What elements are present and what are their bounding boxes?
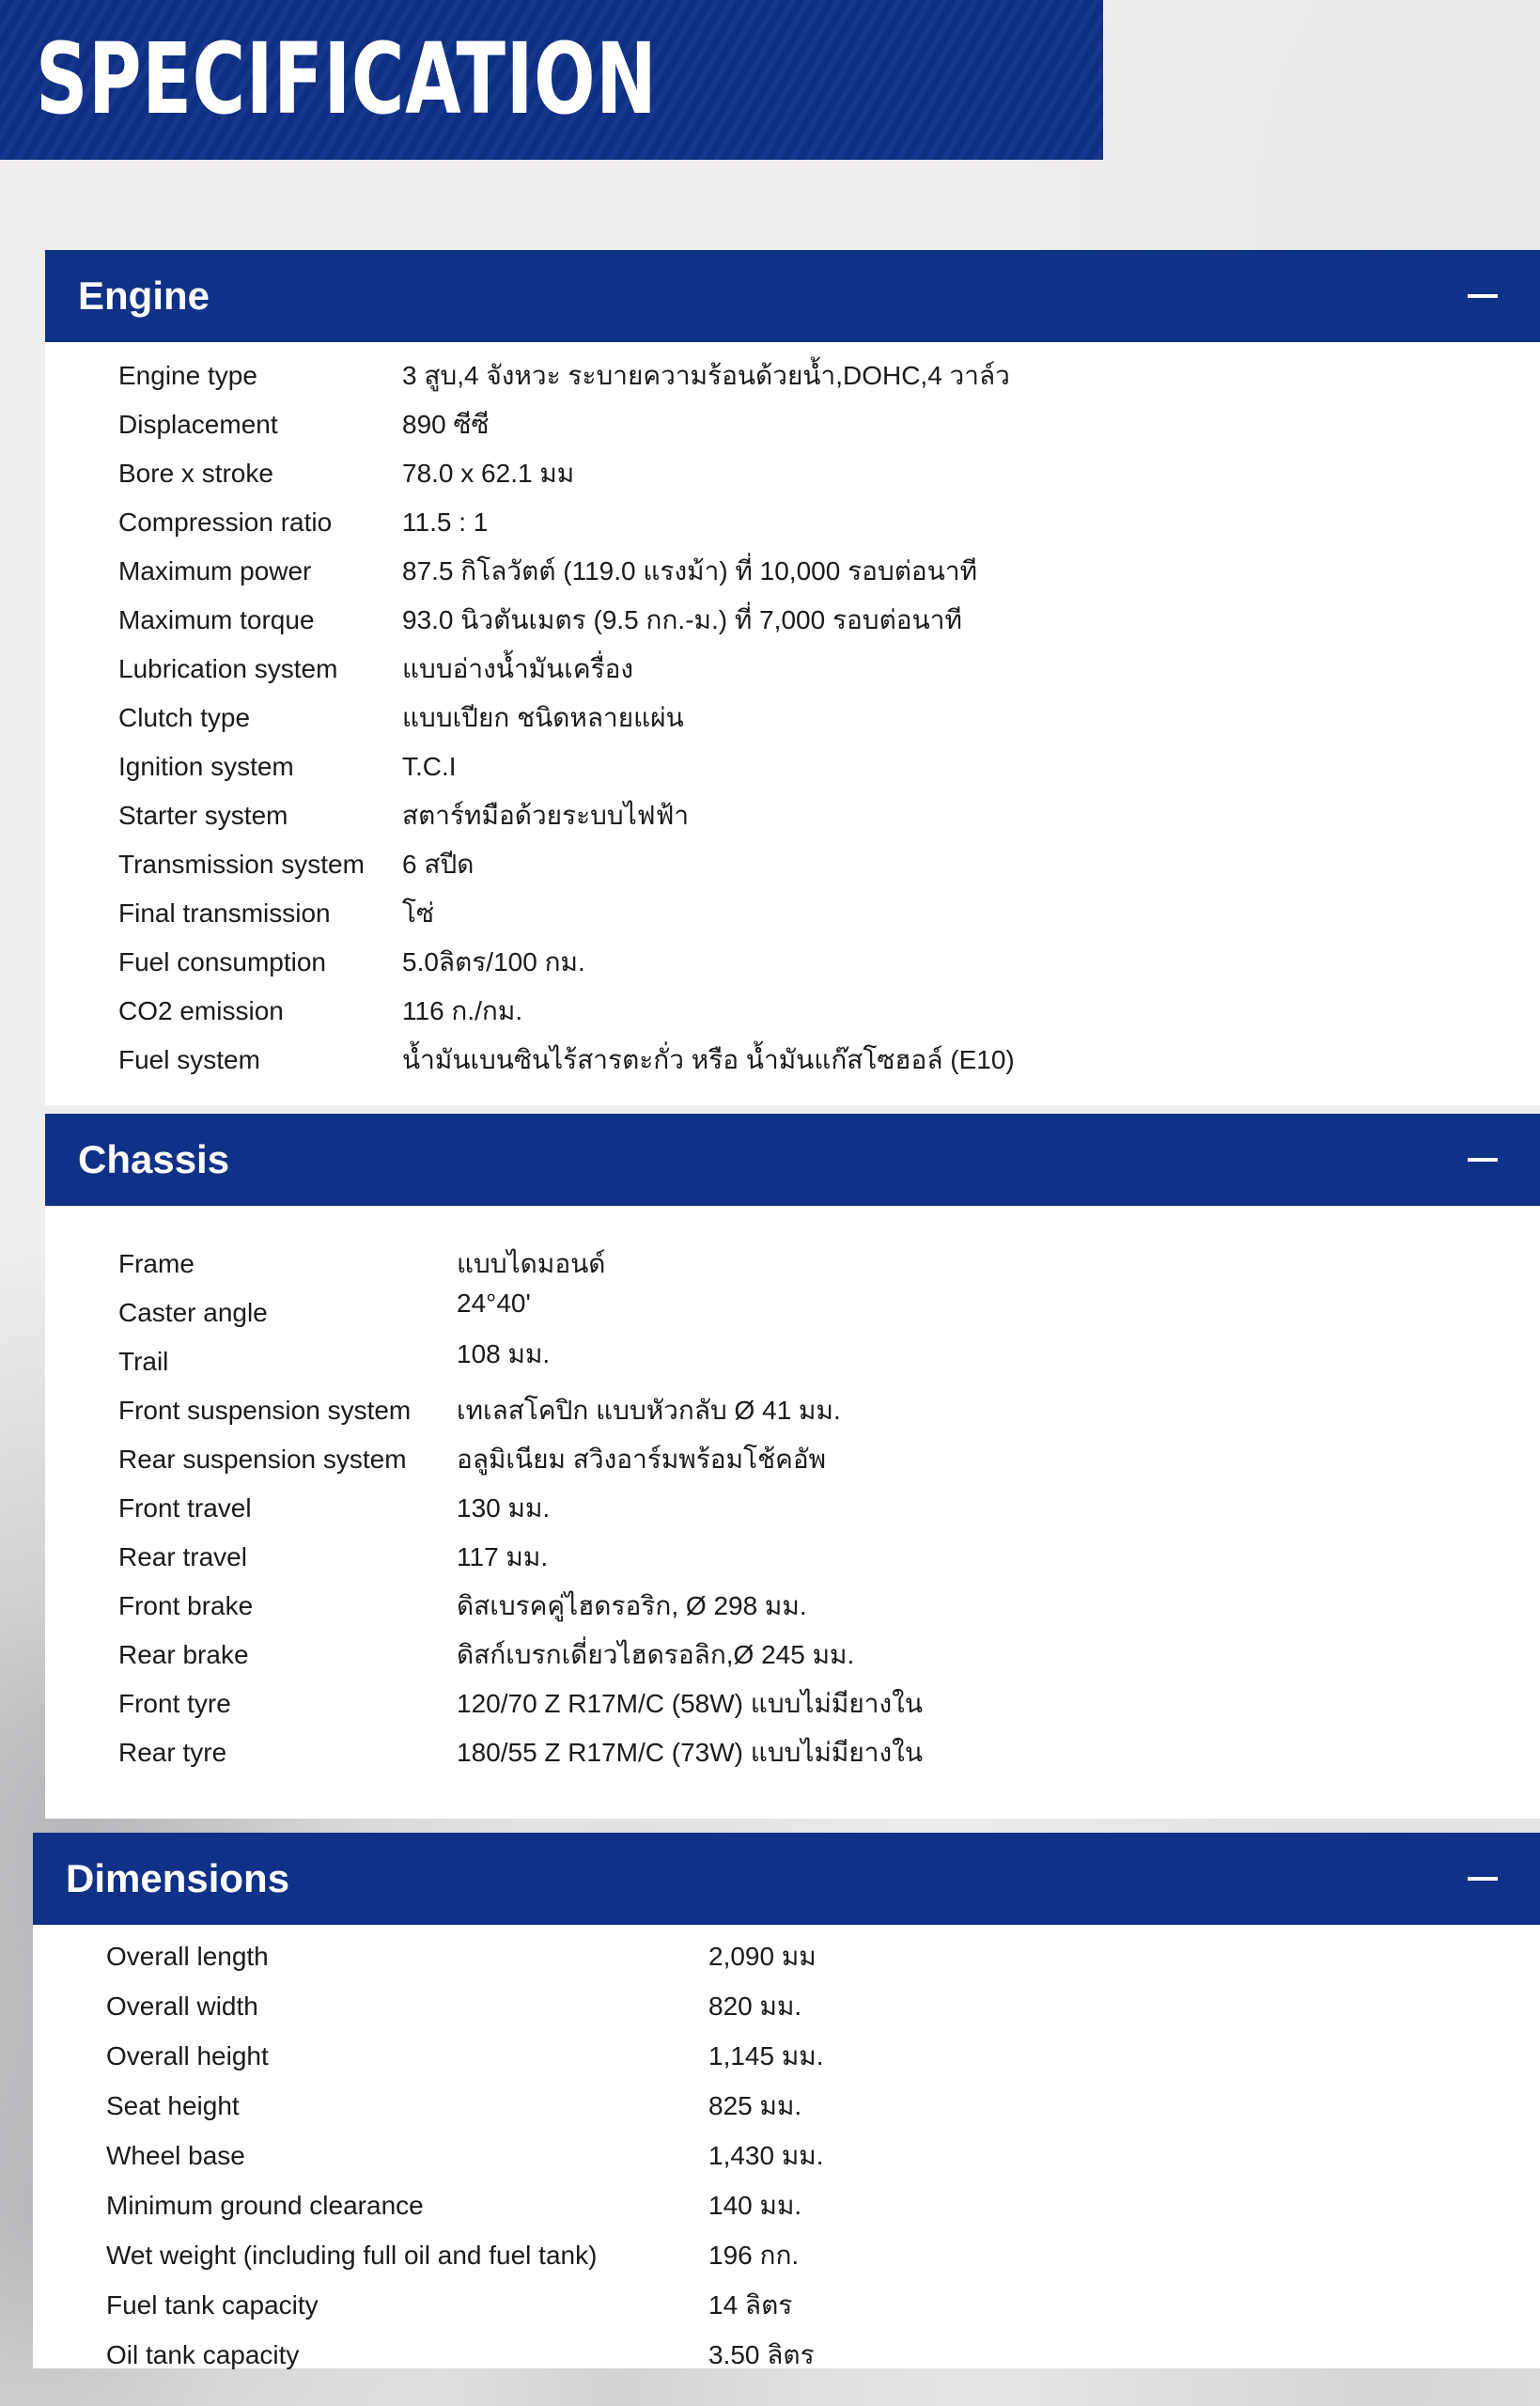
spec-value: 3 สูบ,4 จังหวะ ระบายความร้อนด้วยน้ำ,DOHC,4 วาล์ว (402, 361, 1010, 390)
spec-value: T.C.I (402, 752, 457, 781)
spec-row (45, 547, 1540, 596)
spec-value: โซ่ (402, 898, 435, 928)
collapse-minus-icon[interactable] (1468, 294, 1498, 298)
spec-row (45, 1680, 1540, 1728)
spec-value: 130 มม. (457, 1493, 551, 1523)
spec-row (45, 596, 1540, 645)
spec-row (45, 1337, 1540, 1386)
page-title: SPECIFICATION (36, 22, 658, 136)
spec-label: Maximum power (118, 556, 312, 586)
section-title: Chassis (78, 1137, 230, 1181)
spec-row (33, 2281, 1540, 2331)
spec-label: Front suspension system (118, 1396, 412, 1425)
spec-row (45, 938, 1540, 987)
spec-value: 825 มม. (708, 2091, 802, 2120)
spec-value: 6 สปีด (402, 850, 474, 879)
collapse-minus-icon[interactable] (1468, 1158, 1498, 1162)
spec-row (45, 1240, 1540, 1289)
spec-row (45, 1386, 1540, 1435)
spec-label: Oil tank capacity (106, 2340, 300, 2369)
spec-label: Final transmission (118, 898, 331, 928)
spec-row (45, 449, 1540, 498)
spec-row (45, 1484, 1540, 1533)
spec-row (45, 742, 1540, 791)
spec-label: Wet weight (including full oil and fuel tank) (106, 2241, 598, 2270)
spec-label: Displacement (118, 410, 278, 439)
spec-row (33, 2331, 1540, 2381)
spec-label: Front tyre (118, 1689, 231, 1718)
spec-row (45, 400, 1540, 449)
engine-spec-list (45, 352, 1540, 1085)
spec-value: 24°40' (457, 1289, 531, 1318)
spec-value: 11.5 : 1 (402, 508, 489, 537)
spec-label: Bore x stroke (118, 459, 273, 488)
spec-value: 140 มม. (708, 2191, 802, 2220)
spec-label: Rear brake (118, 1640, 249, 1669)
spec-label: Engine type (118, 361, 257, 390)
spec-label: Frame (118, 1249, 194, 1278)
spec-label: Overall width (106, 1992, 258, 2021)
spec-row (45, 694, 1540, 742)
spec-value: อลูมิเนียม สวิงอาร์มพร้อมโช้คอัพ (457, 1445, 827, 1474)
spec-value: ดิสก์เบรกเดี่ยวไฮดรอลิก,Ø 245 มม. (457, 1640, 855, 1669)
spec-label: Transmission system (118, 850, 365, 879)
spec-label: Maximum torque (118, 605, 315, 634)
spec-value: 890 ซีซี (402, 410, 490, 439)
spec-row (45, 791, 1540, 840)
spec-value: 93.0 นิวตันเมตร (9.5 กก.-ม.) ที่ 7,000 รอบต่อนาที (402, 605, 962, 634)
spec-row (45, 1435, 1540, 1484)
spec-value: แบบเปียก ชนิดหลายแผ่น (402, 703, 684, 732)
spec-row (33, 2082, 1540, 2132)
title-banner (0, 0, 1103, 160)
spec-row (45, 987, 1540, 1036)
engine-section-header[interactable] (45, 250, 1540, 342)
spec-label: Caster angle (118, 1298, 268, 1327)
spec-label: Clutch type (118, 703, 251, 732)
spec-label: Overall height (106, 2041, 269, 2070)
spec-label: Rear suspension system (118, 1445, 407, 1474)
spec-label: Ignition system (118, 752, 294, 781)
spec-value: 1,430 มม. (708, 2141, 824, 2170)
spec-row (45, 352, 1540, 400)
spec-row (45, 1728, 1540, 1777)
spec-row (45, 1582, 1540, 1631)
spec-value: แบบอ่างน้ำมันเครื่อง (402, 654, 634, 683)
spec-value: 78.0 x 62.1 มม (402, 459, 575, 488)
spec-value: 120/70 Z R17M/C (58W) แบบไม่มียางใน (457, 1689, 923, 1718)
spec-label: Minimum ground clearance (106, 2191, 424, 2220)
spec-label: CO2 emission (118, 996, 284, 1025)
spec-value: เทเลสโคปิก แบบหัวกลับ Ø 41 มม. (457, 1396, 841, 1425)
dimensions-section (33, 1833, 1540, 2368)
spec-value: 196 กก. (708, 2241, 800, 2270)
spec-row (45, 498, 1540, 547)
dimensions-section-header[interactable] (33, 1833, 1540, 1925)
spec-value: 3.50 ลิตร (708, 2340, 815, 2369)
spec-label: Starter system (118, 801, 288, 830)
section-title: Dimensions (66, 1856, 290, 1900)
chassis-section (45, 1114, 1540, 1819)
spec-row (33, 2032, 1540, 2082)
spec-value: สตาร์ทมือด้วยระบบไฟฟ้า (402, 801, 690, 830)
spec-row (33, 1932, 1540, 1982)
spec-label: Front brake (118, 1591, 254, 1620)
spec-label: Wheel base (106, 2141, 245, 2170)
spec-value: น้ำมันเบนซินไร้สารตะกั่ว หรือ น้ำมันแก๊สโซฮอล์ (E10) (402, 1045, 1015, 1074)
spec-label: Rear travel (118, 1542, 247, 1571)
spec-row (45, 840, 1540, 889)
spec-label: Rear tyre (118, 1738, 227, 1767)
spec-value: 180/55 Z R17M/C (73W) แบบไม่มียางใน (457, 1738, 923, 1767)
spec-value: 1,145 มม. (708, 2041, 824, 2070)
chassis-section-header[interactable] (45, 1114, 1540, 1206)
spec-value: แบบไดมอนด์ (457, 1249, 606, 1278)
spec-label: Front travel (118, 1493, 252, 1523)
section-title: Engine (78, 273, 210, 318)
dimensions-spec-list (33, 1932, 1540, 2381)
spec-row (45, 645, 1540, 694)
spec-label: Fuel tank capacity (106, 2290, 319, 2320)
spec-label: Fuel system (118, 1045, 260, 1074)
spec-row (45, 1631, 1540, 1680)
spec-value: 14 ลิตร (708, 2290, 793, 2320)
spec-value: 820 มม. (708, 1992, 802, 2021)
spec-row (33, 2181, 1540, 2231)
spec-row (33, 1982, 1540, 2032)
spec-label: Compression ratio (118, 508, 333, 537)
spec-row (45, 889, 1540, 938)
spec-row (45, 1289, 1540, 1337)
spec-label: Lubrication system (118, 654, 338, 683)
chassis-spec-list (45, 1240, 1540, 1777)
collapse-minus-icon[interactable] (1468, 1877, 1498, 1881)
spec-row (33, 2132, 1540, 2181)
spec-value: ดิสเบรคคู่ไฮดรอริก, Ø 298 มม. (457, 1591, 807, 1620)
spec-value: 5.0ลิตร/100 กม. (402, 947, 585, 976)
spec-row (45, 1036, 1540, 1085)
spec-value: 108 มม. (457, 1339, 551, 1368)
spec-value: 117 มม. (457, 1542, 549, 1571)
spec-value: 116 ก./กม. (402, 996, 523, 1025)
spec-value: 87.5 กิโลวัตต์ (119.0 แรงม้า) ที่ 10,000 รอบต่อนาที (402, 556, 978, 586)
spec-row (45, 1533, 1540, 1582)
spec-label: Seat height (106, 2091, 240, 2120)
spec-row (33, 2231, 1540, 2281)
spec-label: Trail (118, 1347, 169, 1376)
engine-section (45, 250, 1540, 1105)
spec-label: Overall length (106, 1942, 269, 1971)
spec-label: Fuel consumption (118, 947, 327, 976)
spec-value: 2,090 มม (708, 1942, 817, 1971)
